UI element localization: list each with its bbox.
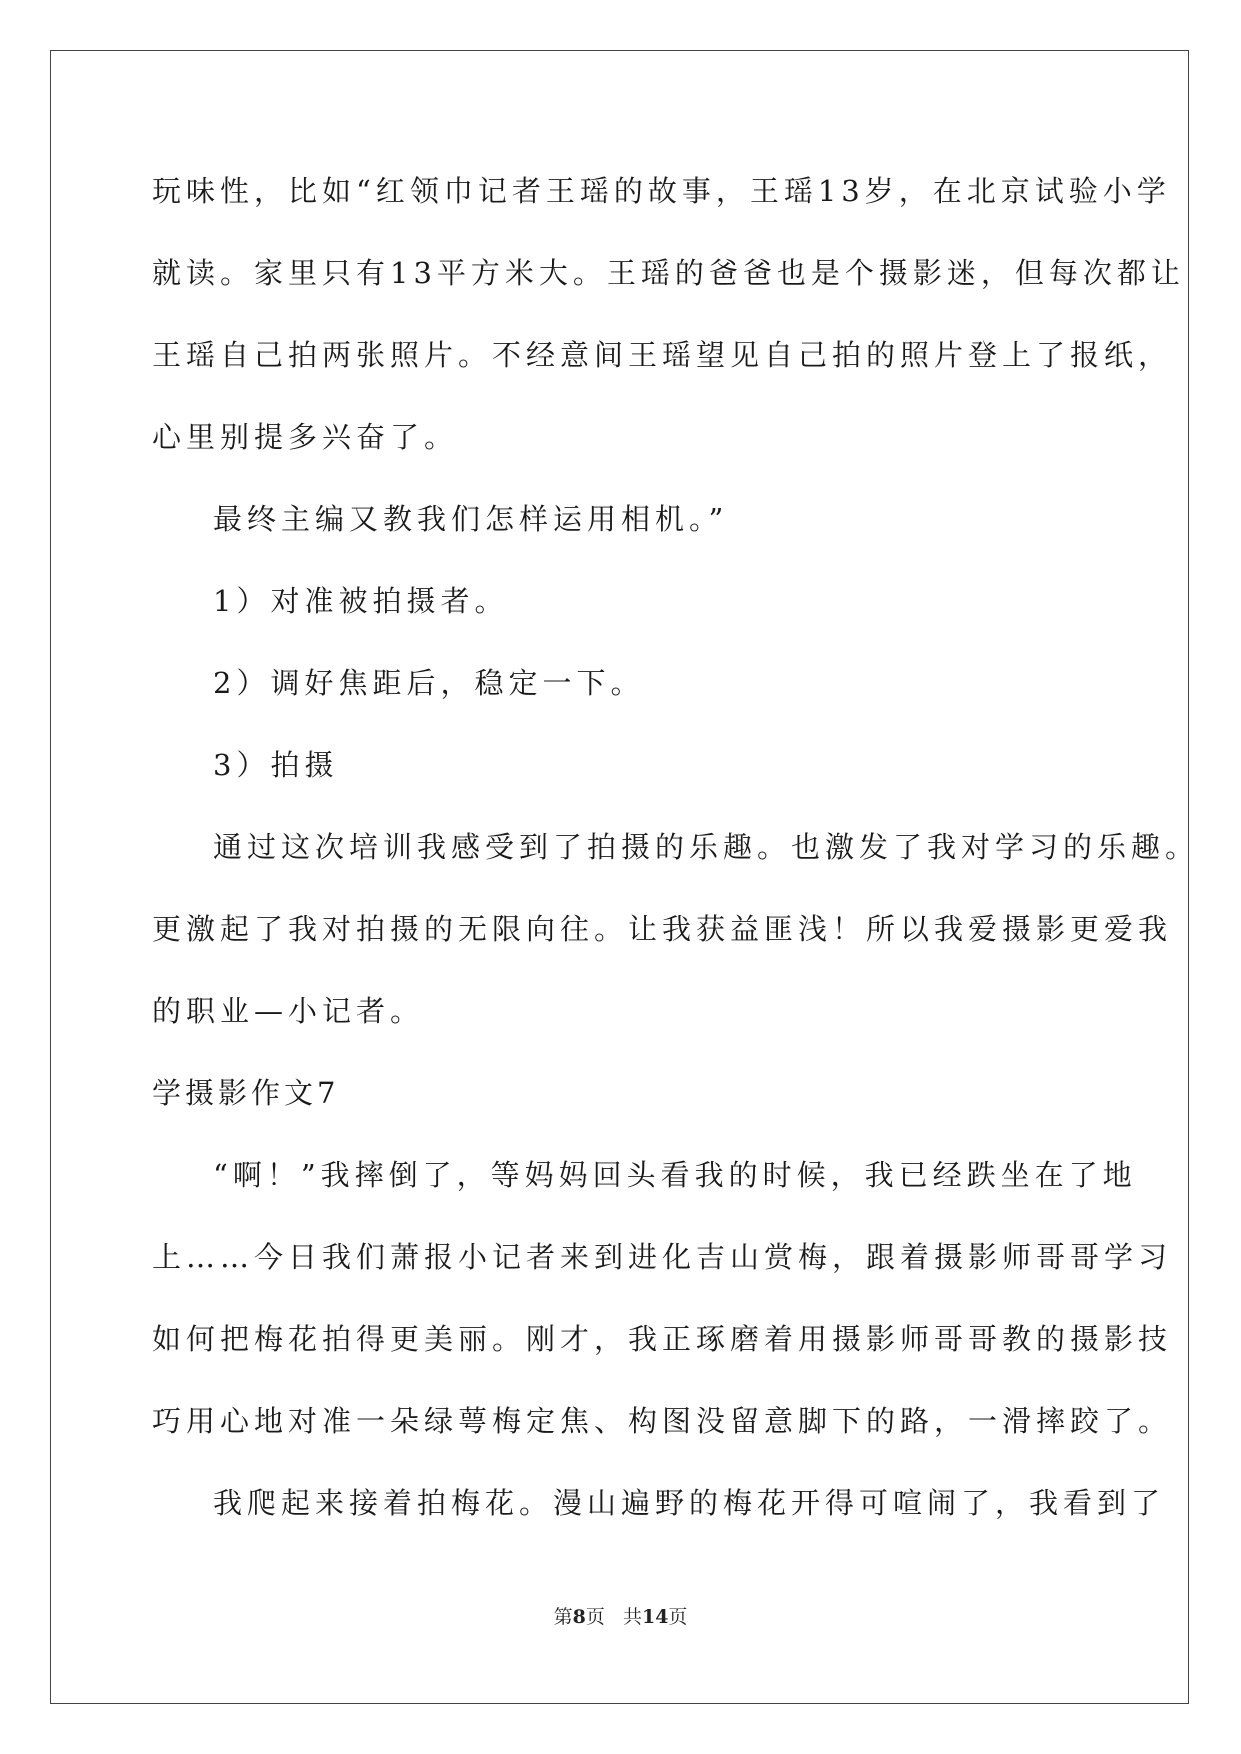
page-border — [50, 50, 1189, 1704]
footer-total-suffix: 页 — [668, 1606, 688, 1628]
page-footer — [0, 1605, 1241, 1629]
paragraph-line: 更激起了我对拍摄的无限向往。让我获益匪浅！所以我爱摄影更爱我 — [152, 912, 1173, 946]
list-item: 1）对准被拍摄者。 — [213, 584, 509, 618]
footer-page-suffix: 页 — [585, 1606, 605, 1628]
paragraph-line: 上……今日我们萧报小记者来到进化吉山赏梅，跟着摄影师哥哥学习 — [152, 1240, 1173, 1274]
paragraph-line: 我爬起来接着拍梅花。漫山遍野的梅花开得可喧闹了，我看到了 — [213, 1486, 1166, 1520]
page-number: 8 — [572, 1606, 586, 1628]
footer-total-prefix: 共 — [622, 1606, 642, 1628]
paragraph-line: 王瑶自己拍两张照片。不经意间王瑶望见自己拍的照片登上了报纸， — [152, 338, 1173, 372]
footer-prefix: 第 — [553, 1606, 573, 1628]
section-heading: 学摄影作文7 — [152, 1076, 340, 1110]
paragraph-line: 通过这次培训我感受到了拍摄的乐趣。也激发了我对学习的乐趣。 — [213, 830, 1200, 864]
paragraph-line: 心里别提多兴奋了。 — [152, 420, 459, 454]
list-item: 3）拍摄 — [213, 748, 339, 782]
paragraph-line: 玩味性，比如“红领巾记者王瑶的故事，王瑶13岁，在北京试验小学 — [152, 174, 1171, 208]
total-pages: 14 — [641, 1606, 669, 1628]
paragraph-line: 就读。家里只有13平方米大。王瑶的爸爸也是个摄影迷，但每次都让 — [152, 256, 1185, 290]
paragraph-line: 巧用心地对准一朵绿萼梅定焦、构图没留意脚下的路，一滑摔跤了。 — [152, 1404, 1173, 1438]
list-item: 2）调好焦距后，稳定一下。 — [213, 666, 645, 700]
paragraph-line: 最终主编又教我们怎样运用相机。” — [213, 502, 729, 536]
paragraph-line: “啊！”我摔倒了，等妈妈回头看我的时候，我已经跌坐在了地 — [213, 1158, 1137, 1192]
paragraph-line: 如何把梅花拍得更美丽。刚才，我正琢磨着用摄影师哥哥教的摄影技 — [152, 1322, 1173, 1356]
paragraph-line: 的职业—小记者。 — [152, 994, 425, 1028]
